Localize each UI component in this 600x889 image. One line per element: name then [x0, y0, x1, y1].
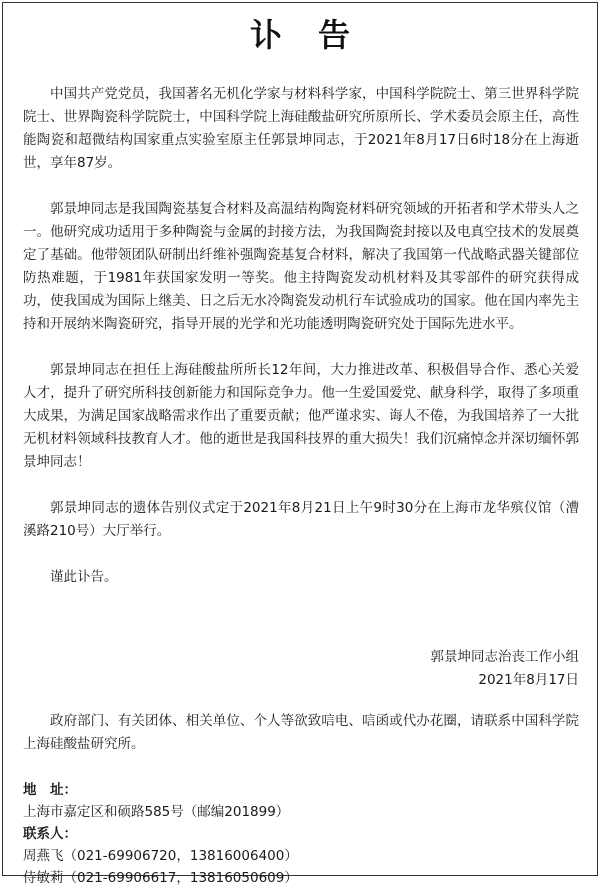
signature-org: 郭景坤同志治丧工作小组: [430, 649, 579, 665]
paragraph-achievements: 郭景坤同志是我国陶瓷基复合材料及高温结构陶瓷材料研究领域的开拓者和学术带头人之一。他研究成功适用于多种陶瓷与金属的封接方法，为我国陶瓷封接以及电真空技术的发展奠定了基础。他带领团队研制出纤维补强陶瓷基复合材料，解决了我国第一代战略武器关键部位防热难题，于1981年获国家发明一等奖。他主持陶瓷发动机材料及其零部件的研究获得成功，使我国成为国际上继美、日之后无水冷陶瓷发动机行车试验成功的国家。他在国内率先主持和开展纳米陶瓷研究，指导开展的光学和光功能透明陶瓷研究处于国际先进水平。: [23, 201, 579, 332]
obituary-page: [2, 2, 598, 886]
paragraph-intro: 中国共产党党员，我国著名无机化学家与材料科学家，中国科学院院士、第三世界科学院院士、世界陶瓷科学院院士，中国科学院上海硅酸盐研究所原所长、学术委员会原主任，高性能陶瓷和超微结构国家重点实验室原主任郭景坤同志，于2021年8月17日6时18分在上海逝世，享年87岁。: [23, 86, 579, 171]
obituary-body: [23, 83, 579, 889]
paragraph-notice: 政府部门、有关团体、相关单位、个人等欲致唁电、唁函或代办花圈，请联系中国科学院上海硅酸盐研究所。: [23, 713, 579, 752]
contact-person: 周燕飞（021-69906720，13816006400）: [23, 848, 298, 864]
contact-person: 侍敏莉（021-69906617，13816050609）: [23, 870, 298, 886]
paragraph-tenure: 郭景坤同志在担任上海硅酸盐所所长12年间，大力推进改革、积极倡导合作、悉心关爱人才，提升了研究所科技创新能力和国际竞争力。他一生爱国爱党、献身科学，取得了多项重大成果，为满足国家战略需求作出了重要贡献；他严谨求实、诲人不倦，为我国培养了一大批无机材料领域科技教育人才。他的逝世是我国科技界的重大损失！我们沉痛悼念并深切缅怀郭景坤同志！: [23, 362, 579, 470]
page-title: 讣告: [249, 16, 386, 54]
contacts-label: 联系人：: [23, 826, 77, 842]
paragraph-ceremony: 郭景坤同志的遗体告别仪式定于2021年8月21日上午9时30分在上海市龙华殡仪馆（漕溪路210号）大厅举行。: [23, 500, 579, 539]
address-value: 上海市嘉定区和硕路585号（邮编201899）: [23, 804, 290, 820]
paragraph-closing: 谨此讣告。: [50, 569, 118, 585]
signature-date: 2021年8月17日: [478, 672, 579, 688]
address-label: 地 址：: [23, 782, 77, 798]
